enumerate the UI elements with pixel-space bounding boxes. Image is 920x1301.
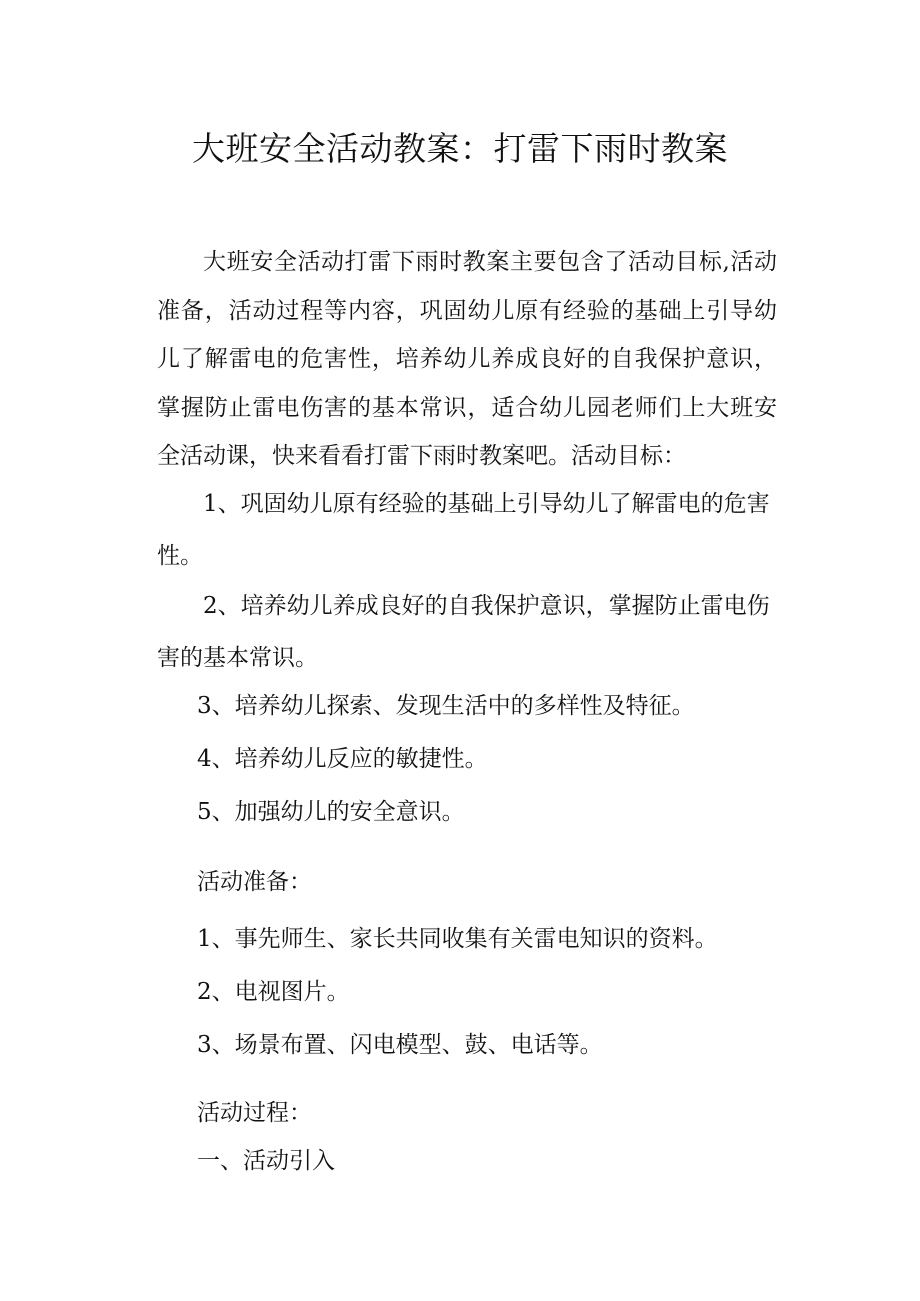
goal-item: 5、加强幼儿的安全意识。 xyxy=(197,799,465,825)
preparation-item: 2、电视图片。 xyxy=(197,979,350,1005)
preparation-item: 3、场景布置、闪电模型、鼓、电话等。 xyxy=(197,1032,603,1058)
goal-item: 2、培养幼儿养成良好的自我保护意识，掌握防止雷电伤害的基本常识。 xyxy=(157,593,770,671)
goal-item: 3、培养幼儿探索、发现生活中的多样性及特征。 xyxy=(197,693,695,719)
process-item: 一、活动引入 xyxy=(197,1148,335,1174)
intro-paragraph: 大班安全活动打雷下雨时教案主要包含了活动目标,活动准备，活动过程等内容，巩固幼儿原有经验的基础上引导幼儿了解雷电的危害性，培养幼儿养成良好的自我保护意识，掌握防止雷电伤害的基本常识，适合幼儿园老师们上大班安全活动课，快来看看打雷下雨时教案吧。活动目标： xyxy=(157,249,777,469)
goal-item: 4、培养幼儿反应的敏捷性。 xyxy=(197,746,488,772)
process-heading: 活动过程： xyxy=(197,1100,312,1126)
preparation-heading: 活动准备： xyxy=(197,869,312,895)
goal-item: 1、巩固幼儿原有经验的基础上引导幼儿了解雷电的危害性。 xyxy=(157,491,770,569)
document-title: 大班安全活动教案：打雷下雨时教案 xyxy=(192,129,728,168)
preparation-item: 1、事先师生、家长共同收集有关雷电知识的资料。 xyxy=(197,926,718,952)
